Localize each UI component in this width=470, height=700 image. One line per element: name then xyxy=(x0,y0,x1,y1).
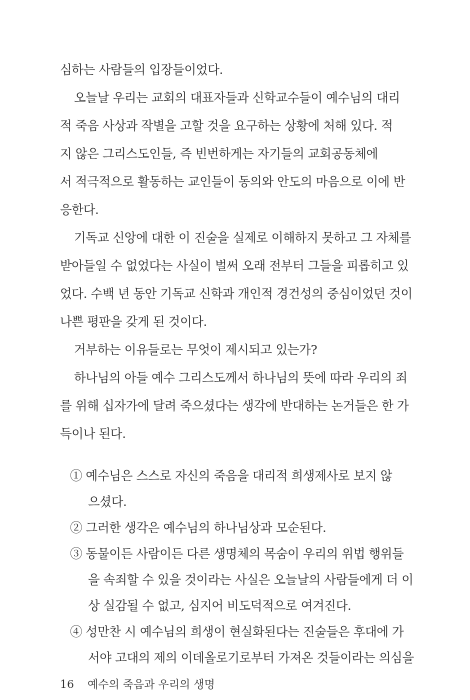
text-line: 적 죽음 사상과 작별을 고할 것을 요구하는 상황에 처해 있다. 적 xyxy=(60,119,393,133)
numbered-item-continuation: 을 속죄할 수 있을 것이라는 사실은 오늘날의 사람들에게 더 이 xyxy=(88,573,414,587)
text-line: 응한다. xyxy=(60,203,99,217)
numbered-item-continuation: 상 실감될 수 없고, 심지어 비도덕적으로 여겨진다. xyxy=(88,599,352,613)
text-line: 심하는 사람들의 입장들이었다. xyxy=(60,63,223,77)
text-line: 거부하는 이유들로는 무엇이 제시되고 있는가? xyxy=(74,343,318,357)
text-line: 득이나 된다. xyxy=(60,427,126,441)
page-footer xyxy=(60,676,215,692)
numbered-item: ① 예수님은 스스로 자신의 죽음을 대리적 희생제사로 보지 않 xyxy=(70,469,393,483)
text-line: 서 적극적으로 활동하는 교인들이 동의와 안도의 마음으로 이에 반 xyxy=(60,175,405,189)
numbered-item: ③ 동물이든 사람이든 다른 생명체의 목숨이 우리의 위법 행위들 xyxy=(70,547,404,561)
text-line: 받아들일 수 없었다는 사실이 벌써 오래 전부터 그들을 피롭히고 있 xyxy=(60,259,409,273)
numbered-item-continuation: 서야 고대의 제의 이데올로기로부터 가져온 것들이라는 의심을 xyxy=(88,651,414,665)
text-line: 하나님의 아들 예수 그리스도께서 하나님의 뜻에 따라 우리의 죄 xyxy=(74,371,408,385)
text-line: 를 위해 십자가에 달려 죽으셨다는 생각에 반대하는 논거들은 한 가 xyxy=(60,399,409,413)
numbered-item: ② 그러한 생각은 예수님의 하나님상과 모순된다. xyxy=(70,521,327,535)
numbered-item-continuation: 으셨다. xyxy=(88,495,127,509)
running-title: 예수의 죽음과 우리의 생명 xyxy=(87,678,215,691)
text-line: 오늘날 우리는 교회의 대표자들과 신학교수들이 예수님의 대리 xyxy=(74,91,400,105)
text-line: 나쁜 평판을 갖게 된 것이다. xyxy=(60,315,208,329)
text-line: 었다. 수백 년 동안 기독교 신학과 개인적 경건성의 중심이었던 것이 xyxy=(60,287,413,301)
numbered-item: ④ 성만찬 시 예수님의 희생이 현실화된다는 진술들은 후대에 가 xyxy=(70,625,404,639)
page-number: 16 xyxy=(60,678,74,691)
text-line: 지 않은 그리스도인들, 즉 빈번하게는 자기들의 교회공동체에 xyxy=(60,147,378,161)
text-line: 기독교 신앙에 대한 이 진술을 실제로 이해하지 못하고 그 자체를 xyxy=(74,231,412,245)
